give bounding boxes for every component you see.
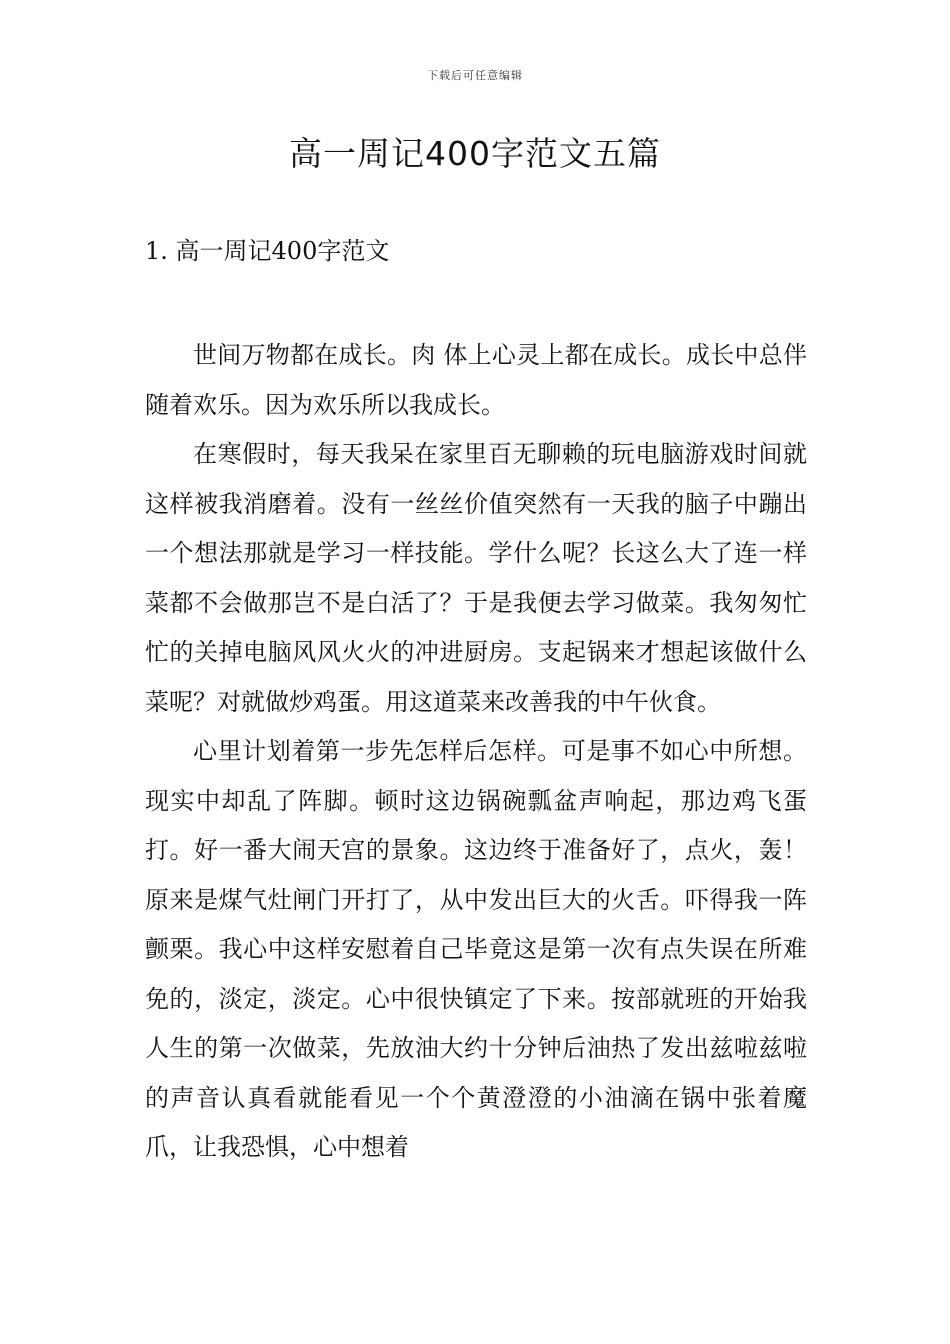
paragraph: 心里计划着第一步先怎样后怎样。可是事不如心中所想。现实中却乱了阵脚。顿时这边锅碗瓢盆声响起，那边鸡飞蛋打。好一番大闹天宫的景象。这边终于准备好了，点火，轰！原来是煤气灶闸门开打了，从中发出巨大的火舌。吓得我一阵颤栗。我心中这样安慰着自己毕竟这是第一次有点失误在所难免的，淡定，淡定。心中很快镇定了下来。按部就班的开始我人生的第一次做菜，先放油大约十分钟后油热了发出兹啦兹啦的声音认真看就能看见一个个黄澄澄的小油滴在锅中张着魔爪，让我恐惧，心中想着 (145, 737, 807, 1161)
page-header-note: 下载后可任意编辑 (427, 69, 523, 82)
section-heading: 1. 高一周记400字范文 (145, 237, 390, 265)
document-title: 高一周记400字范文五篇 (289, 134, 661, 173)
document-body (145, 331, 807, 1173)
paragraph: 世间万物都在成长。肉 体上心灵上都在成长。成长中总伴随着欢乐。因为欢乐所以我成长。 (145, 341, 807, 419)
paragraph: 在寒假时，每天我呆在家里百无聊赖的玩电脑游戏时间就这样被我消磨着。没有一丝丝价值突然有一天我的脑子中蹦出一个想法那就是学习一样技能。学什么呢？长这么大了连一样菜都不会做那岂不是白活了？于是我便去学习做菜。我匆匆忙忙的关掉电脑风风火火的冲进厨房。支起锅来才想起该做什么菜呢？对就做炒鸡蛋。用这道菜来改善我的中午伙食。 (145, 440, 807, 716)
